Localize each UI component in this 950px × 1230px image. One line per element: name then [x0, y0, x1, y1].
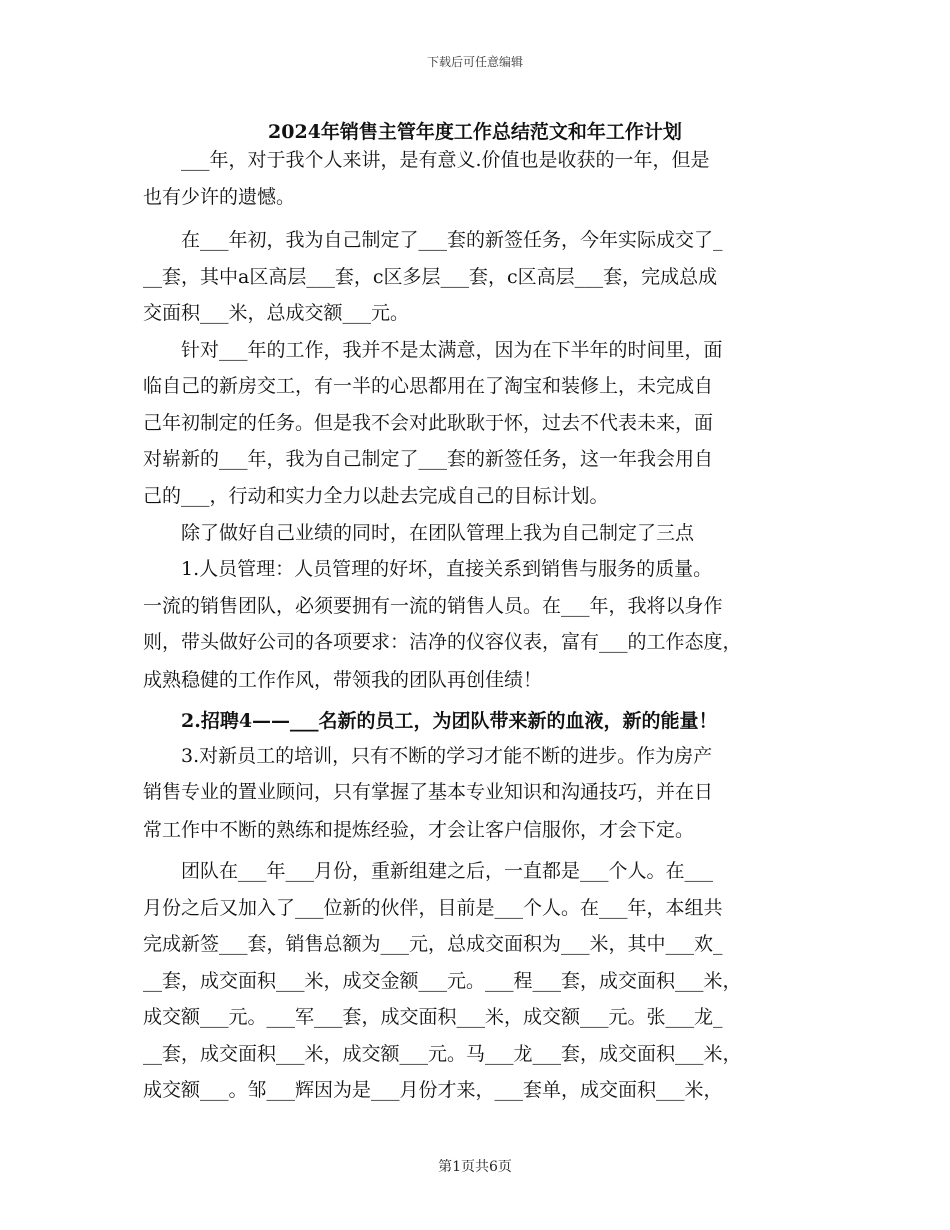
paragraph-line: 成熟稳健的工作作风，带领我的团队再创佳绩！ — [143, 669, 543, 691]
paragraph-line: 临自己的新房交工，有一半的心思都用在了淘宝和装修上，未完成自 — [143, 375, 714, 397]
paragraph-line: 完成新签___套，销售总额为___元，总成交面积为___米，其中___欢_ — [143, 933, 723, 955]
paragraph-line: 己年初制定的任务。但是我不会对此耿耿于怀，过去不代表未来，面 — [143, 412, 714, 434]
paragraph-line: 销售专业的置业顾问，只有掌握了基本专业知识和沟通技巧，并在日 — [143, 781, 714, 803]
paragraph-line: 针对___年的工作，我并不是太满意，因为在下半年的时间里，面 — [143, 339, 723, 361]
paragraph-line-bold: 2.招聘4——___名新的员工，为团队带来新的血液，新的能量！ — [143, 710, 718, 732]
paragraph-line: 1.人员管理：人员管理的好坏，直接关系到销售与服务的质量。 — [143, 558, 713, 580]
paragraph-line: __套，成交面积___米，成交额___元。马___龙___套，成交面积___米， — [143, 1043, 742, 1065]
paragraph-line: 己的___，行动和实力全力以赴去完成自己的目标计划。 — [143, 485, 609, 507]
paragraph-line: 则，带头做好公司的各项要求：洁净的仪容仪表，富有___的工作态度， — [143, 631, 742, 653]
paragraph-line: __套，其中a区高层___套，c区多层___套，c区高层___套，完成总成 — [143, 266, 718, 288]
paragraph-line: 常工作中不断的熟练和提炼经验，才会让客户信服你，才会下定。 — [143, 819, 695, 841]
paragraph-line: 团队在___年___月份，重新组建之后，一直都是___个人。在___ — [143, 860, 714, 882]
paragraph-line: ___年，对于我个人来讲，是有意义.价值也是收获的一年，但是 — [143, 149, 710, 171]
paragraph-line: 对崭新的___年，我为自己制定了___套的新签任务，这一年我会用自 — [143, 448, 714, 470]
paragraph-line: 月份之后又加入了___位新的伙伴，目前是___个人。在___年，本组共 — [143, 897, 723, 919]
paragraph-line: 3.对新员工的培训，只有不断的学习才能不断的进步。作为房产 — [143, 745, 713, 767]
paragraph-line: 一流的销售团队，必须要拥有一流的销售人员。在___年，我将以身作 — [143, 595, 723, 617]
paragraph-line: 成交额___。邹___辉因为是___月份才来，___套单，成交面积___米， — [143, 1079, 723, 1101]
paragraph-line: 交面积___米，总成交额___元。 — [143, 302, 410, 324]
page-number: 第1页共6页 — [438, 1159, 512, 1175]
paragraph-line: 除了做好自己业绩的同时，在团队管理上我为自己制定了三点 — [143, 522, 695, 544]
paragraph-line: 也有少许的遗憾。 — [143, 186, 296, 208]
document-title: 2024年销售主管年度工作总结范文和年工作计划 — [268, 121, 682, 143]
download-note: 下载后可任意编辑 — [426, 55, 523, 69]
paragraph-line: 成交额___元。___军___套，成交面积___米，成交额___元。张___龙_ — [143, 1006, 723, 1028]
paragraph-line: __套，成交面积___米，成交金额___元。___程___套，成交面积___米， — [143, 970, 742, 992]
paragraph-line: 在___年初，我为自己制定了___套的新签任务，今年实际成交了_ — [143, 229, 723, 251]
